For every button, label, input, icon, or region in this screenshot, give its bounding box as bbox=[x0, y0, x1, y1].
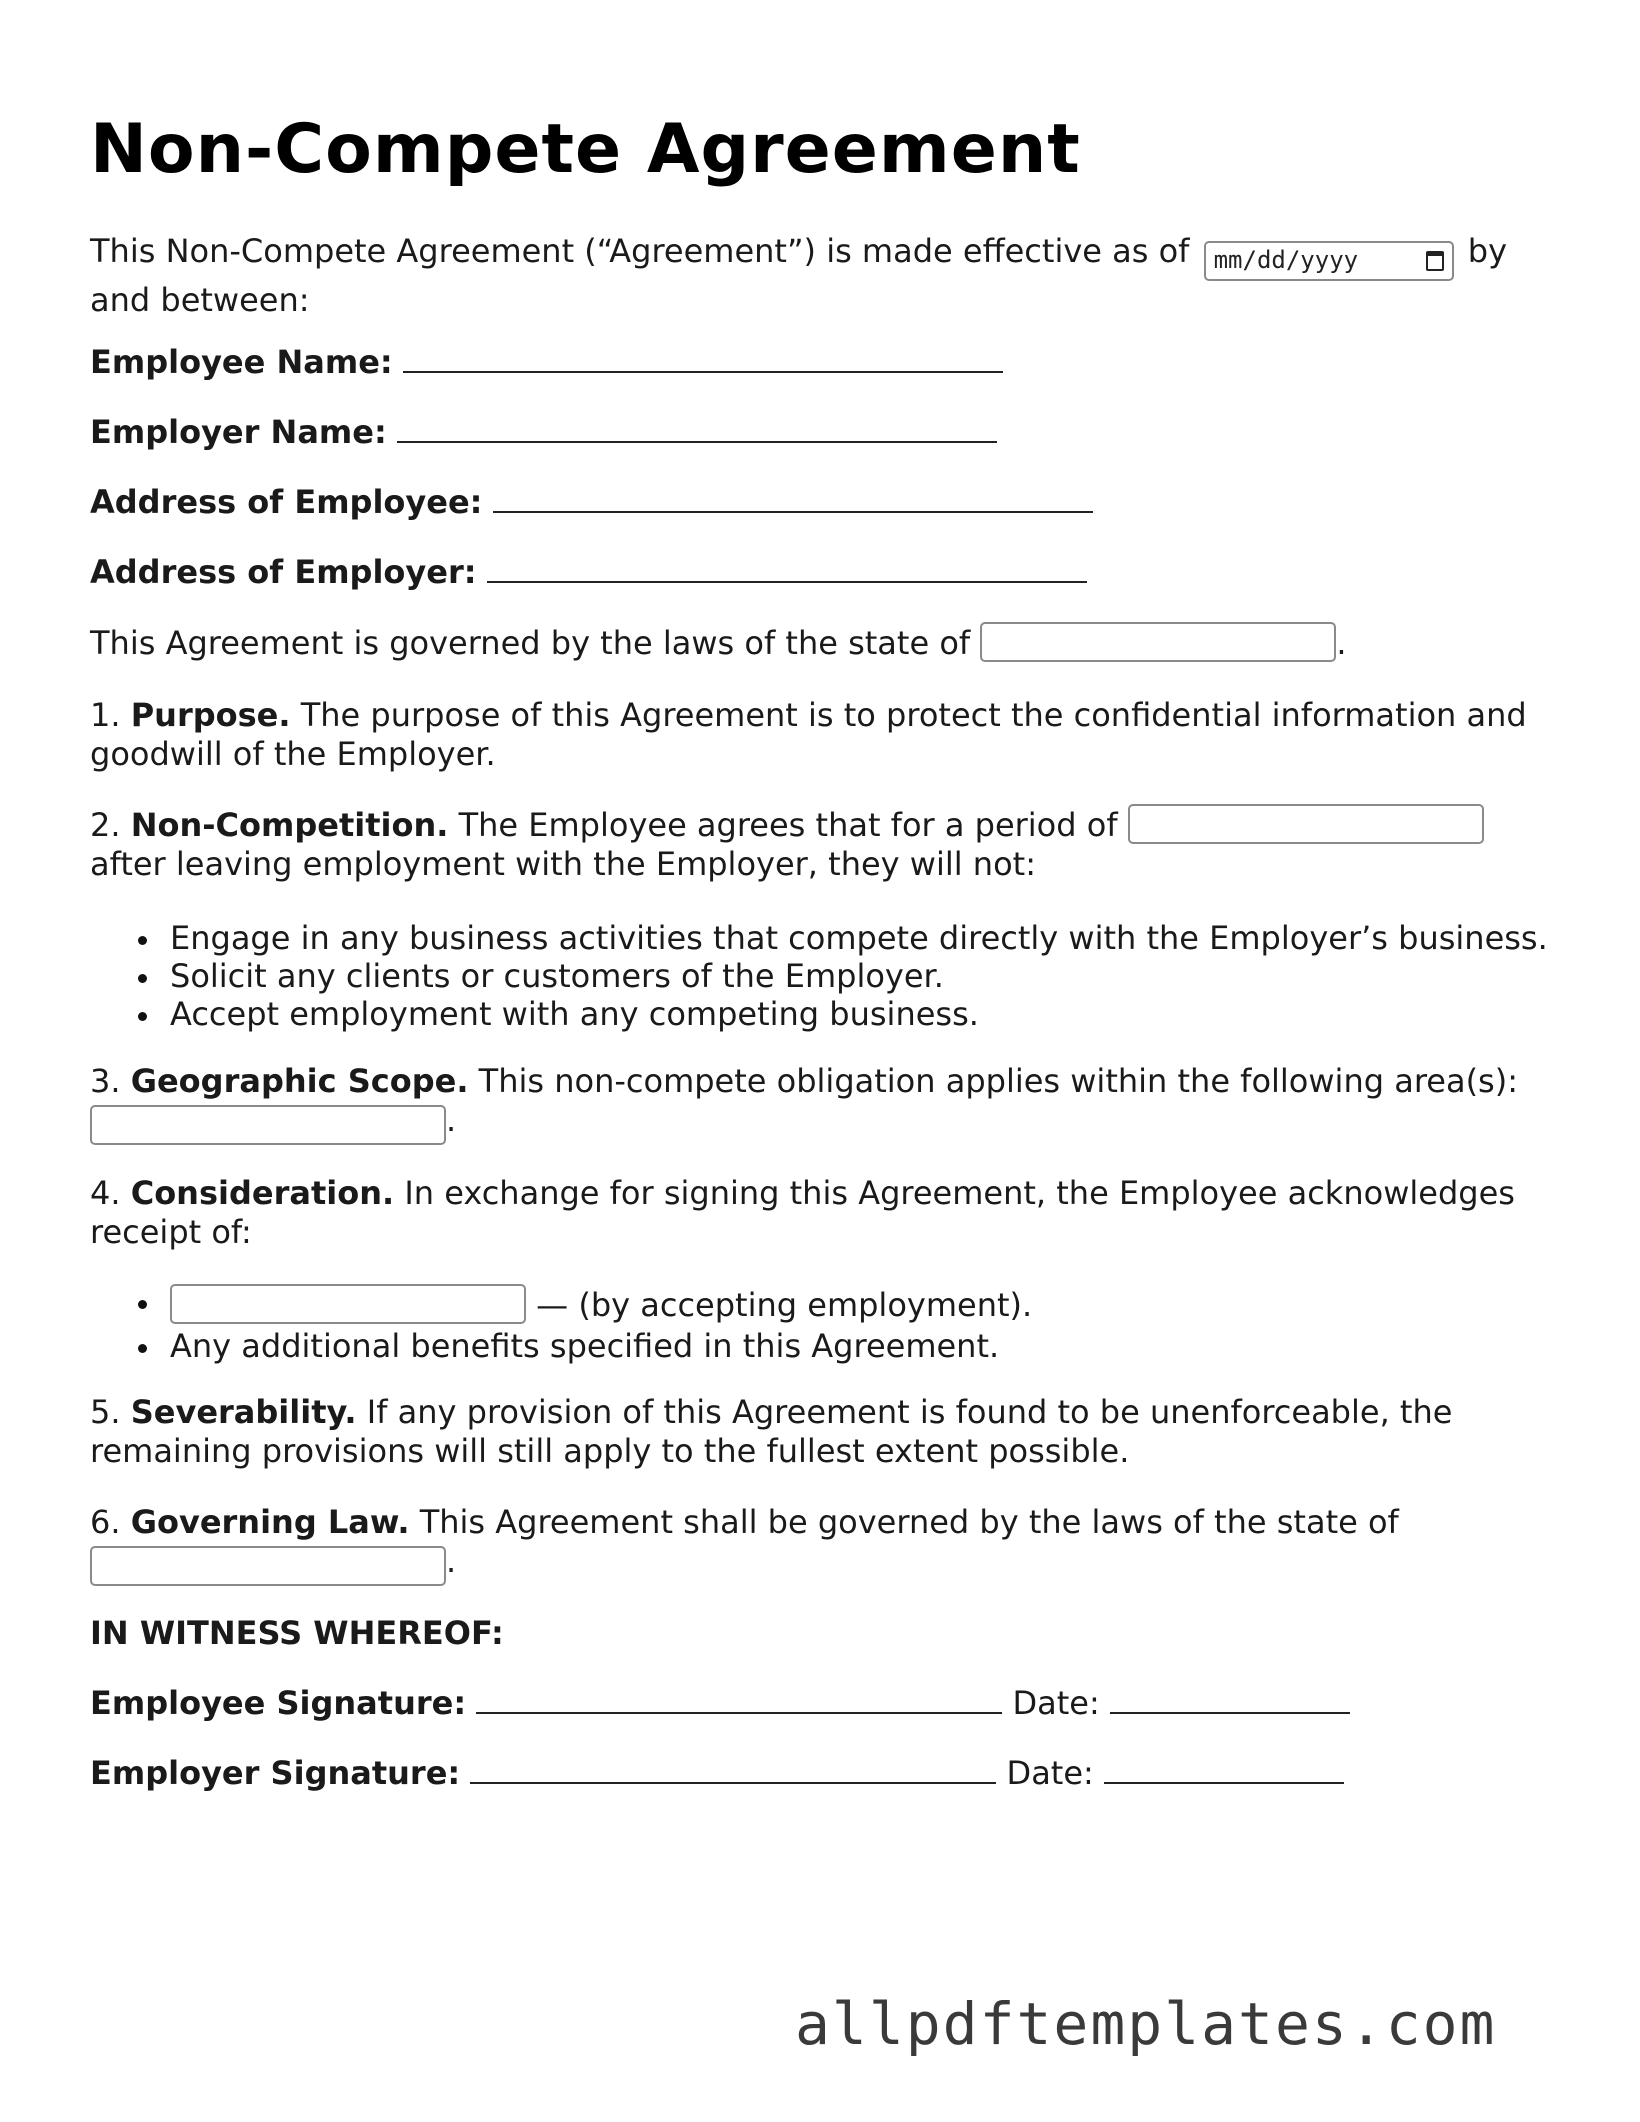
section-number: 4. bbox=[90, 1174, 121, 1212]
state-input[interactable] bbox=[980, 622, 1336, 662]
section-text: This Agreement shall be governed by the laws of the state of bbox=[419, 1503, 1399, 1541]
employee-signature-row bbox=[90, 1684, 1560, 1723]
state-clause-end: . bbox=[1336, 624, 1347, 662]
section-heading: Geographic Scope. bbox=[130, 1062, 469, 1100]
employer-address-label: Address of Employer: bbox=[90, 553, 477, 591]
period-input[interactable] bbox=[1128, 804, 1484, 844]
employee-signature-line[interactable] bbox=[476, 1684, 1002, 1714]
employer-name-field bbox=[90, 413, 1560, 452]
section-text-line2: remaining provisions will still apply to the fullest extent possible. bbox=[90, 1432, 1130, 1470]
employee-name-label: Employee Name: bbox=[90, 343, 393, 381]
section-geographic bbox=[90, 1062, 1560, 1145]
witness-heading: IN WITNESS WHEREOF: bbox=[90, 1614, 504, 1652]
state-clause-text: This Agreement is governed by the laws of the state of bbox=[90, 624, 971, 662]
calendar-icon[interactable] bbox=[1426, 251, 1444, 271]
section-consideration bbox=[90, 1174, 1560, 1252]
state-clause bbox=[90, 622, 1560, 663]
consideration-list bbox=[90, 1283, 1560, 1365]
employer-name-label: Employer Name: bbox=[90, 413, 387, 451]
employee-address-field bbox=[90, 483, 1560, 522]
date-placeholder: mm/dd/yyyy bbox=[1213, 246, 1359, 274]
employer-date-line[interactable] bbox=[1104, 1754, 1344, 1784]
section-heading: Severability. bbox=[130, 1393, 357, 1431]
consideration-text: — (by accepting employment). bbox=[536, 1286, 1033, 1324]
section-text: The Employee agrees that for a period of bbox=[458, 806, 1118, 844]
intro-text: This Non-Compete Agreement (“Agreement”) is made effective as of bbox=[90, 232, 1190, 270]
section-heading: Consideration. bbox=[130, 1174, 395, 1212]
effective-date-input[interactable] bbox=[1204, 241, 1454, 281]
employer-signature-row bbox=[90, 1754, 1560, 1793]
section-text-line2: goodwill of the Employer. bbox=[90, 735, 496, 773]
list-item bbox=[90, 1283, 1560, 1327]
section-severability bbox=[90, 1393, 1560, 1471]
section-number: 1. bbox=[90, 696, 121, 734]
employer-signature-line[interactable] bbox=[470, 1754, 996, 1784]
section-text: If any provision of this Agreement is found to be unenforceable, the bbox=[366, 1393, 1453, 1431]
document-title: Non-Compete Agreement bbox=[90, 110, 1081, 189]
section-number: 2. bbox=[90, 806, 121, 844]
section-governing bbox=[90, 1503, 1560, 1586]
section-heading: Purpose. bbox=[130, 696, 291, 734]
section-text: The purpose of this Agreement is to protect the confidential information and bbox=[300, 696, 1527, 734]
noncompetition-list bbox=[90, 919, 1560, 1033]
section-purpose bbox=[90, 696, 1560, 774]
intro-paragraph bbox=[90, 232, 1560, 320]
area-input[interactable] bbox=[90, 1105, 446, 1145]
list-item: Engage in any business activities that compete directly with the Employer’s business. bbox=[90, 919, 1560, 957]
employee-name-line[interactable] bbox=[403, 343, 1003, 373]
section-number: 6. bbox=[90, 1503, 121, 1541]
employer-address-field bbox=[90, 553, 1560, 592]
employer-name-line[interactable] bbox=[397, 413, 997, 443]
employer-signature-label: Employer Signature: bbox=[90, 1754, 461, 1792]
section-end: . bbox=[446, 1542, 457, 1580]
section-text-line2: after leaving employment with the Employer, they will not: bbox=[90, 845, 1036, 883]
section-heading: Non-Competition. bbox=[130, 806, 449, 844]
section-number: 5. bbox=[90, 1393, 121, 1431]
intro-text-line2: and between: bbox=[90, 280, 310, 319]
list-item: Any additional benefits specified in this Agreement. bbox=[90, 1327, 1560, 1365]
section-text-line2: receipt of: bbox=[90, 1213, 252, 1251]
intro-text-after: by bbox=[1467, 232, 1508, 270]
employee-address-label: Address of Employee: bbox=[90, 483, 483, 521]
governing-state-input[interactable] bbox=[90, 1546, 446, 1586]
section-text: This non-compete obligation applies within the following area(s): bbox=[478, 1062, 1518, 1100]
date-label: Date: bbox=[1006, 1754, 1094, 1792]
list-item: Solicit any clients or customers of the Employer. bbox=[90, 957, 1560, 995]
employee-address-line[interactable] bbox=[493, 483, 1093, 513]
watermark: allpdftemplates.com bbox=[795, 1990, 1497, 2058]
section-noncompetition bbox=[90, 804, 1560, 884]
employee-name-field bbox=[90, 343, 1560, 382]
list-item: Accept employment with any competing business. bbox=[90, 995, 1560, 1033]
section-number: 3. bbox=[90, 1062, 121, 1100]
employee-signature-label: Employee Signature: bbox=[90, 1684, 467, 1722]
employee-date-line[interactable] bbox=[1110, 1684, 1350, 1714]
section-end: . bbox=[446, 1101, 457, 1139]
section-heading: Governing Law. bbox=[130, 1503, 410, 1541]
employer-address-line[interactable] bbox=[487, 553, 1087, 583]
consideration-input[interactable] bbox=[170, 1284, 526, 1324]
section-text: In exchange for signing this Agreement, the Employee acknowledges bbox=[404, 1174, 1515, 1212]
date-label: Date: bbox=[1012, 1684, 1100, 1722]
